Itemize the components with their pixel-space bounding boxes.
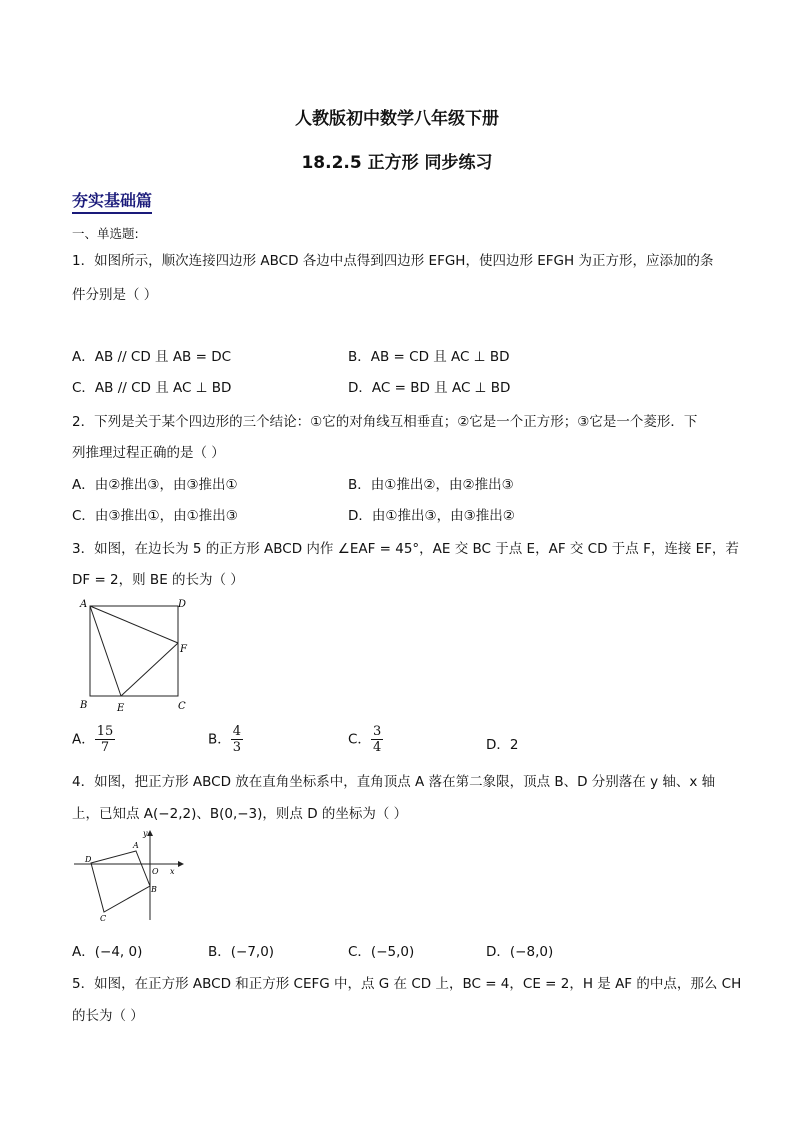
question-3-text: 3．如图，在边长为 5 的正方形 ABCD 内作 ∠EAF = 45°，AE 交 BC 于点 E，AF 交 CD 于点 F，连接 EF，若: [72, 541, 739, 557]
option-letter: C．: [348, 731, 371, 748]
label-d: D: [178, 599, 187, 610]
label-e: E: [117, 703, 125, 714]
page-title: 人教版初中数学八年级下册: [295, 109, 499, 129]
question-2-option-d[interactable]: D．由①推出③，由③推出②: [348, 508, 515, 524]
fraction-denominator: 7: [100, 740, 110, 755]
question-4-option-c[interactable]: C．(−5,0): [348, 944, 415, 960]
label-d: D: [85, 855, 92, 864]
fraction-numerator: 4: [232, 724, 242, 739]
label-f: F: [180, 644, 187, 655]
label-y: y: [143, 829, 148, 838]
question-1-option-b[interactable]: B．AB = CD 且 AC ⊥ BD: [348, 349, 510, 365]
label-x: x: [170, 867, 175, 876]
fraction: [371, 724, 383, 755]
segment-ef: [121, 643, 178, 696]
question-3-option-c[interactable]: [348, 724, 383, 755]
fraction-denominator: 4: [372, 740, 382, 755]
label-b: B: [80, 700, 88, 711]
fraction-denominator: 3: [232, 740, 242, 755]
question-2-text: 2．下列是关于某个四边形的三个结论：①它的对角线互相垂直；②它是一个正方形；③它是一个菱形．下: [72, 414, 698, 430]
fraction-numerator: 3: [372, 724, 382, 739]
label-c: C: [100, 914, 107, 923]
fraction: [231, 724, 243, 755]
label-b: B: [151, 885, 157, 894]
page-subtitle: 18.2.5 正方形 同步练习: [301, 153, 493, 173]
question-2-option-a[interactable]: A．由②推出③，由③推出①: [72, 477, 238, 493]
option-letter: A．: [72, 731, 95, 748]
question-4-option-d[interactable]: D．(−8,0): [486, 944, 554, 960]
option-letter: B．: [208, 731, 231, 748]
question-2-option-c[interactable]: C．由③推出①，由①推出③: [72, 508, 238, 524]
question-1-text-cont: 件分别是（ ）: [72, 287, 158, 303]
fraction: [95, 724, 116, 755]
label-c: C: [178, 701, 186, 712]
question-3-option-b[interactable]: [208, 724, 243, 755]
question-4-text: 4．如图，把正方形 ABCD 放在直角坐标系中，直角顶点 A 落在第二象限，顶点 B、D 分别落在 y 轴、x 轴: [72, 774, 716, 790]
section-title: 夯实基础篇: [72, 188, 152, 214]
label-a: A: [80, 599, 88, 610]
question-2-text-cont: 列推理过程正确的是（ ）: [72, 445, 225, 461]
question-3-option-d[interactable]: D．2: [486, 737, 519, 753]
x-axis-arrow: [178, 861, 184, 867]
question-4-option-a[interactable]: A．(−4, 0): [72, 944, 143, 960]
question-4-figure: [70, 826, 190, 924]
section-part: 一、单选题:: [72, 226, 139, 241]
question-1-option-c[interactable]: C．AB // CD 且 AC ⊥ BD: [72, 380, 232, 396]
question-1-text: 1．如图所示，顺次连接四边形 ABCD 各边中点得到四边形 EFGH，使四边形 EFGH 为正方形，应添加的条: [72, 253, 714, 269]
fraction-numerator: 15: [96, 724, 114, 739]
question-5-text: 5．如图，在正方形 ABCD 和正方形 CEFG 中，点 G 在 CD 上，BC = 4，CE = 2，H 是 AF 的中点，那么 CH: [72, 976, 742, 992]
label-o: O: [152, 867, 159, 876]
y-axis-arrow: [147, 830, 153, 836]
label-a: A: [133, 841, 139, 850]
question-1-option-a[interactable]: A．AB // CD 且 AB = DC: [72, 349, 232, 365]
question-2-option-b[interactable]: B．由①推出②，由②推出③: [348, 477, 514, 493]
square-abcd: [90, 606, 178, 696]
question-5-text-cont: 的长为（ ）: [72, 1008, 144, 1024]
square-abcd: [91, 851, 150, 912]
question-1-option-d[interactable]: D．AC = BD 且 AC ⊥ BD: [348, 380, 511, 396]
question-3-text-cont: DF = 2，则 BE 的长为（ ）: [72, 572, 244, 588]
question-4-option-b[interactable]: B．(−7,0): [208, 944, 275, 960]
question-3-figure: [74, 596, 194, 714]
segment-ae: [90, 606, 121, 696]
segment-af: [90, 606, 178, 643]
question-3-option-a[interactable]: [72, 724, 115, 755]
question-4-text-cont: 上，已知点 A(−2,2)、B(0,−3)，则点 D 的坐标为（ ）: [72, 806, 408, 822]
